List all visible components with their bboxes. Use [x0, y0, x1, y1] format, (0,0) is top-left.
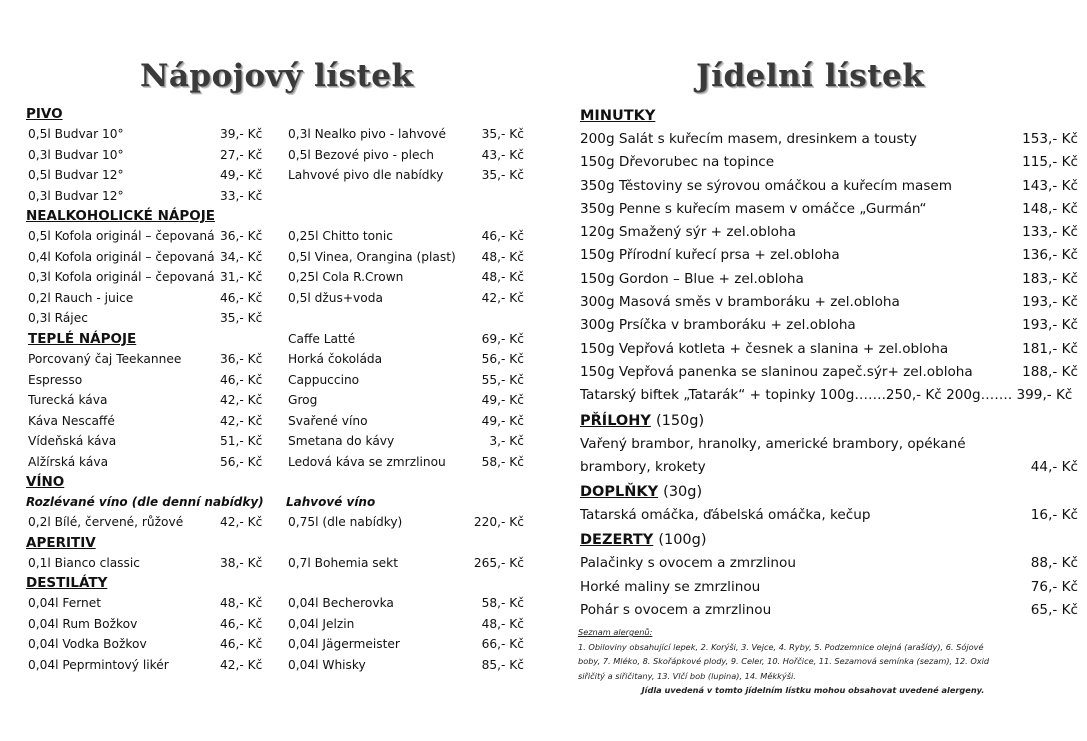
- item-price: 76,- Kč: [1030, 578, 1078, 595]
- item-price: 16,- Kč: [1030, 507, 1078, 524]
- item-name: 0,7l Bohemia sekt: [288, 555, 398, 570]
- wine-subheading-draft: Rozlévané víno (dle denní nabídky): [26, 495, 264, 509]
- menu-row: [580, 175, 1078, 198]
- item-price: 44,- Kč: [1030, 458, 1078, 475]
- menu-row: [580, 576, 1078, 599]
- item-price: 88,- Kč: [1030, 555, 1078, 572]
- item-name: Tatarský biftek „Tatarák“ + topinky 100g…….250,- Kč 200g……. 399,- Kč: [580, 387, 1073, 404]
- item-price: 148,- Kč: [1022, 200, 1078, 217]
- item-price: 46,- Kč: [481, 229, 524, 243]
- item-price: 46,- Kč: [220, 290, 263, 305]
- item-name: Cappuccino: [288, 372, 360, 387]
- allergen-footer: Jídla uvedená v tomto jídelním lístku mohou obsahovat uvedené alergeny.: [641, 685, 985, 695]
- menu-row: [26, 593, 536, 614]
- item-name: 0,3l Kofola originál – čepovaná: [28, 270, 215, 284]
- item-price: 69,- Kč: [481, 331, 524, 346]
- item-name: Káva Nescaffé: [28, 413, 115, 428]
- wine-subheadings: [26, 492, 536, 512]
- item-name: 0,25l Cola R.Crown: [288, 270, 404, 284]
- item-name: Horké maliny se zmrzlinou: [580, 578, 761, 595]
- item-name: Caffe Latté: [288, 331, 356, 346]
- item-price: 193,- Kč: [1022, 317, 1078, 334]
- item-price: 46,- Kč: [220, 637, 263, 651]
- item-price: 34,- Kč: [220, 249, 263, 264]
- item-name: Ledová káva se zmrzlinou: [288, 454, 446, 469]
- allergen-line: boby, 7. Mléko, 8. Skořápkové plody, 9. Celer, 10. Hořčice, 11. Sezamová semínka (sezam), 12. Oxid: [578, 656, 990, 666]
- item-name: 0,04l Whisky: [288, 657, 366, 672]
- item-price: 56,- Kč: [220, 454, 263, 469]
- allergen-heading: Seznam alergenů:: [578, 627, 653, 637]
- item-name: brambory, krokety: [580, 458, 706, 475]
- item-name: Turecká káva: [28, 393, 108, 407]
- item-price: 55,- Kč: [481, 372, 524, 387]
- item-price: 33,- Kč: [220, 188, 263, 203]
- item-name: Vařený brambor, hranolky, americké brambory, opékané: [580, 435, 966, 452]
- item-price: 49,- Kč: [481, 413, 524, 428]
- item-name: 0,04l Rum Božkov: [28, 616, 138, 631]
- item-price: 58,- Kč: [481, 454, 524, 469]
- item-price: 265,- Kč: [473, 555, 524, 570]
- menu-row: [580, 244, 1078, 267]
- section-heading-text: DEZERTY: [580, 532, 654, 549]
- food-menu-title: Jídelní lístek: [696, 58, 925, 94]
- item-name: 0,04l Becherovka: [288, 596, 394, 610]
- item-price: 188,- Kč: [1022, 363, 1078, 380]
- item-price: 133,- Kč: [1022, 224, 1078, 241]
- item-price: 27,- Kč: [220, 147, 263, 162]
- item-name: 150g Gordon – Blue + zel.obloha: [580, 270, 804, 287]
- item-name: 300g Masová směs v bramboráku + zel.obloha: [580, 294, 900, 311]
- menu-row: [26, 390, 536, 411]
- item-name: 0,04l Jelzin: [288, 616, 355, 631]
- item-price: 48,- Kč: [481, 270, 524, 284]
- item-name: 200g Salát s kuřecím masem, dresinkem a tousty: [580, 131, 917, 147]
- item-price: 48,- Kč: [220, 596, 263, 610]
- item-name: 0,2l Rauch - juice: [28, 290, 134, 305]
- menu-row: [580, 151, 1078, 174]
- menu-row: [580, 504, 1078, 527]
- section-heading-doplnky: [580, 480, 1078, 504]
- menu-row: [26, 267, 536, 288]
- item-name: Alžírská káva: [28, 454, 109, 469]
- item-price: 39,- Kč: [220, 127, 263, 141]
- item-price: 66,- Kč: [481, 637, 524, 651]
- drinks-menu: [26, 104, 536, 675]
- item-name: 150g Vepřová kotleta + česnek a slanina + zel.obloha: [580, 340, 949, 357]
- item-price: 31,- Kč: [220, 270, 263, 284]
- item-name: 0,04l Peprmintový likér: [28, 657, 169, 672]
- item-price: 58,- Kč: [481, 596, 524, 610]
- item-name: 0,5l Vinea, Orangina (plast): [288, 249, 456, 264]
- item-name: Palačinky s ovocem a zmrzlinou: [580, 555, 796, 572]
- menu-row: [580, 361, 1078, 384]
- allergen-list: [578, 625, 1048, 698]
- menu-row: [26, 431, 536, 452]
- item-price: 3,- Kč: [489, 434, 524, 448]
- item-name: 350g Těstoviny se sýrovou omáčkou a kuřecím masem: [580, 177, 953, 194]
- menu-row: [26, 370, 536, 391]
- item-price: 220,- Kč: [473, 515, 524, 529]
- item-name: 0,5l Bezové pivo - plech: [288, 147, 434, 162]
- item-name: 0,5l džus+voda: [288, 290, 383, 305]
- item-name: 300g Prsíčka v bramboráku + zel.obloha: [580, 317, 856, 334]
- item-name: 0,3l Nealko pivo - lahvové: [288, 127, 446, 141]
- wine-subheading-bottle: Lahvové víno: [286, 495, 376, 509]
- item-name: 120g Smažený sýr + zel.obloha: [580, 224, 796, 241]
- item-name: Porcovaný čaj Teekannee: [28, 352, 182, 366]
- item-name: 0,1l Bianco classic: [28, 555, 140, 570]
- item-name: 150g Dřevorubec na topince: [580, 154, 775, 171]
- section-heading-prilohy: [580, 409, 1078, 433]
- menu-row: [26, 288, 536, 309]
- menu-row: [26, 329, 536, 350]
- item-price: 65,- Kč: [1030, 602, 1078, 619]
- menu-row: [580, 384, 1078, 407]
- item-price: 36,- Kč: [220, 352, 263, 366]
- menu-row: [580, 128, 1078, 151]
- item-price: 46,- Kč: [220, 372, 263, 387]
- drinks-menu-title: Nápojový lístek: [140, 58, 414, 94]
- allergen-line: 1. Obiloviny obsahující lepek, 2. Korýši, 3. Vejce, 4. Ryby, 5. Podzemnice olejná (arašídy), 6. Sójové: [578, 641, 984, 652]
- item-price: 48,- Kč: [481, 616, 524, 631]
- item-name: 0,3l Budvar 12°: [28, 188, 124, 203]
- menu-row: [580, 433, 1078, 456]
- item-name: 0,2l Bílé, červené, růžové: [28, 515, 184, 529]
- item-price: 36,- Kč: [220, 229, 263, 243]
- item-price: 35,- Kč: [220, 311, 263, 325]
- item-name: 0,25l Chitto tonic: [288, 229, 393, 243]
- menu-row: [26, 452, 536, 473]
- food-menu: [580, 104, 1078, 622]
- menu-row: [580, 221, 1078, 244]
- menu-row: [26, 186, 536, 207]
- allergen-line: siřičitý a siřičitany, 13. Vlčí bob (lupina), 14. Měkkýši.: [578, 670, 796, 681]
- menu-row: [26, 634, 536, 655]
- menu-row: [26, 145, 536, 166]
- item-name: Vídeňská káva: [28, 434, 117, 448]
- menu-row: [580, 291, 1078, 314]
- item-name: 0,04l Vodka Božkov: [28, 637, 147, 651]
- menu-row: [26, 226, 536, 247]
- item-price: 85,- Kč: [481, 657, 524, 672]
- item-price: 42,- Kč: [220, 393, 263, 407]
- section-heading-text: MINUTKY: [580, 108, 656, 124]
- item-name: 0,4l Kofola originál – čepovaná: [28, 249, 215, 264]
- item-name: Smetana do kávy: [288, 434, 395, 448]
- menu-row: [26, 349, 536, 370]
- item-price: 35,- Kč: [481, 168, 524, 182]
- item-price: 42,- Kč: [220, 657, 263, 672]
- section-heading-destilaty: DESTILÁTY: [26, 575, 108, 591]
- item-name: Lahvové pivo dle nabídky: [288, 168, 444, 182]
- item-price: 46,- Kč: [220, 616, 263, 631]
- item-price: 136,- Kč: [1022, 247, 1078, 264]
- item-name: Svařené víno: [288, 413, 368, 428]
- menu-row: [580, 552, 1078, 575]
- menu-row: [26, 165, 536, 186]
- item-name: 350g Penne s kuřecím masem v omáčce „Gurmán“: [580, 200, 927, 217]
- item-price: 49,- Kč: [220, 168, 263, 182]
- menu-row: [26, 512, 536, 533]
- item-name: 0,04l Fernet: [28, 596, 102, 610]
- item-name: 0,04l Jägermeister: [288, 637, 400, 651]
- item-price: 48,- Kč: [481, 249, 524, 264]
- menu-row: [26, 124, 536, 145]
- item-price: 42,- Kč: [220, 515, 263, 529]
- item-price: 43,- Kč: [481, 147, 524, 162]
- menu-row: [26, 553, 536, 574]
- item-name: Espresso: [28, 372, 83, 387]
- item-name: Pohár s ovocem a zmrzlinou: [580, 602, 772, 619]
- section-heading-note: (100g): [658, 532, 707, 549]
- section-heading-pivo: PIVO: [26, 106, 63, 122]
- menu-row: [580, 456, 1078, 479]
- item-price: 56,- Kč: [481, 352, 524, 366]
- section-heading-note: (30g): [663, 484, 703, 501]
- section-heading-aperitiv: APERITIV: [26, 534, 96, 551]
- menu-row: [580, 599, 1078, 622]
- item-name: 150g Vepřová panenka se slaninou zapeč.sýr+ zel.obloha: [580, 363, 973, 380]
- item-name: 0,5l Budvar 12°: [28, 168, 124, 182]
- section-heading-teple: TEPLÉ NÁPOJE: [28, 330, 137, 347]
- item-price: 183,- Kč: [1022, 270, 1078, 287]
- item-price: 51,- Kč: [220, 434, 263, 448]
- section-heading-text: PŘÍLOHY: [580, 412, 651, 429]
- item-name: Horká čokoláda: [288, 352, 383, 366]
- menu-row: [580, 314, 1078, 337]
- item-name: 0,5l Budvar 10°: [28, 127, 124, 141]
- menu-row: [26, 247, 536, 268]
- menu-row: [580, 198, 1078, 221]
- section-heading-minutky: [580, 104, 1078, 128]
- item-name: 0,3l Budvar 10°: [28, 147, 124, 162]
- item-price: 42,- Kč: [220, 413, 263, 428]
- item-name: 0,75l (dle nabídky): [288, 515, 403, 529]
- item-price: 49,- Kč: [481, 393, 524, 407]
- section-heading-nealko: NEALKOHOLICKÉ NÁPOJE: [26, 208, 215, 224]
- item-price: 115,- Kč: [1022, 154, 1078, 171]
- section-heading-vino: VÍNO: [26, 474, 65, 490]
- item-price: 193,- Kč: [1022, 294, 1078, 311]
- menu-row: [26, 655, 536, 676]
- item-name: Grog: [288, 393, 318, 407]
- item-name: 150g Přírodní kuřecí prsa + zel.obloha: [580, 247, 840, 264]
- item-name: Tatarská omáčka, ďábelská omáčka, kečup: [580, 507, 871, 524]
- item-price: 35,- Kč: [481, 127, 524, 141]
- section-heading-dezerty: [580, 528, 1078, 552]
- menu-row: [26, 614, 536, 635]
- item-price: 143,- Kč: [1022, 177, 1078, 194]
- section-heading-text: DOPLŇKY: [580, 484, 659, 501]
- menu-row: [580, 268, 1078, 291]
- section-heading-note: (150g): [655, 412, 705, 429]
- menu-row: [26, 411, 536, 432]
- item-price: 38,- Kč: [220, 555, 263, 570]
- menu-row: [580, 338, 1078, 361]
- item-price: 42,- Kč: [481, 290, 524, 305]
- item-name: 0,3l Rájec: [28, 311, 88, 325]
- menu-row: [26, 308, 536, 329]
- item-price: 181,- Kč: [1022, 340, 1078, 357]
- item-name: 0,5l Kofola originál – čepovaná: [28, 229, 215, 243]
- item-price: 153,- Kč: [1022, 131, 1078, 147]
